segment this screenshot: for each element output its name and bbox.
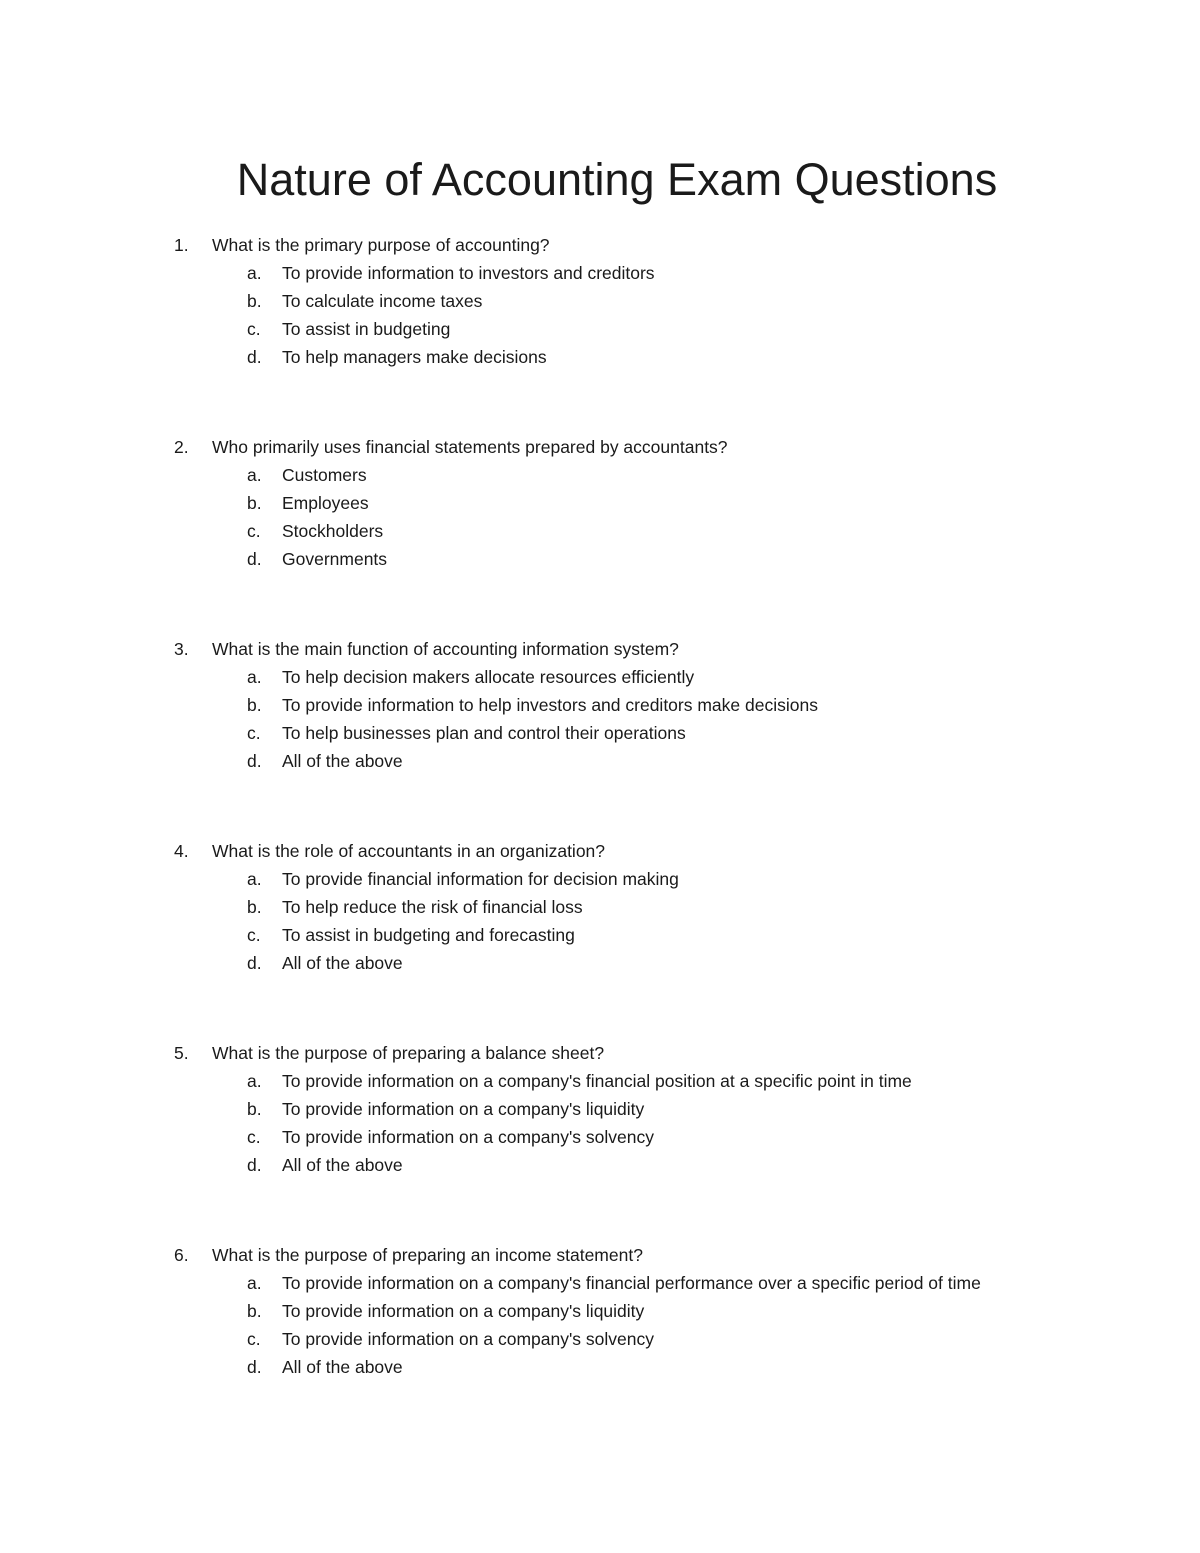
question-1 — [0, 231, 1200, 433]
option-letter: c. — [247, 1329, 261, 1349]
option-d — [247, 747, 1047, 775]
option-c — [247, 1123, 1047, 1151]
question-text-line — [174, 837, 605, 865]
question-number: 6. — [174, 1245, 189, 1265]
option-d — [247, 545, 1047, 573]
question-text: Who primarily uses financial statements prepared by accountants? — [212, 437, 728, 457]
option-c — [247, 1325, 1047, 1353]
option-letter: c. — [247, 723, 261, 743]
question-text: What is the primary purpose of accounting? — [212, 235, 550, 255]
option-text: To provide information on a company's financial position at a specific point in time — [282, 1071, 912, 1091]
question-text: What is the main function of accounting information system? — [212, 639, 679, 659]
option-c — [247, 315, 1047, 343]
question-number: 3. — [174, 639, 189, 659]
option-d — [247, 343, 1047, 371]
option-d — [247, 1151, 1047, 1179]
option-list — [247, 259, 1047, 371]
question-list — [0, 231, 1200, 1443]
question-text-line — [174, 1241, 643, 1269]
option-letter: d. — [247, 1357, 262, 1377]
option-letter: c. — [247, 521, 261, 541]
question-number: 5. — [174, 1043, 189, 1063]
option-letter: c. — [247, 319, 261, 339]
option-c — [247, 719, 1047, 747]
option-b — [247, 489, 1047, 517]
option-list — [247, 1067, 1047, 1179]
option-letter: b. — [247, 493, 262, 513]
option-a — [247, 259, 1047, 287]
question-number: 2. — [174, 437, 189, 457]
option-letter: a. — [247, 869, 262, 889]
option-text: All of the above — [282, 1357, 403, 1377]
option-list — [247, 1269, 1047, 1381]
option-text: To help managers make decisions — [282, 347, 547, 367]
option-text: To help decision makers allocate resources efficiently — [282, 667, 695, 687]
option-a — [247, 865, 1047, 893]
option-letter: a. — [247, 1273, 262, 1293]
option-text: To provide information on a company's liquidity — [282, 1099, 645, 1119]
option-letter: b. — [247, 897, 262, 917]
option-d — [247, 949, 1047, 977]
question-2 — [0, 433, 1200, 635]
option-letter: b. — [247, 1301, 262, 1321]
option-text: To assist in budgeting — [282, 319, 451, 339]
option-b — [247, 1095, 1047, 1123]
option-text: To provide information on a company's financial performance over a specific period of time — [282, 1273, 981, 1293]
option-text: Employees — [282, 493, 369, 513]
option-text: To provide information to help investors and creditors make decisions — [282, 695, 818, 715]
option-letter: d. — [247, 751, 262, 771]
question-number: 1. — [174, 235, 189, 255]
option-letter: b. — [247, 695, 262, 715]
option-text: All of the above — [282, 751, 403, 771]
option-text: To provide information on a company's solvency — [282, 1329, 655, 1349]
option-b — [247, 893, 1047, 921]
question-text: What is the purpose of preparing an income statement? — [212, 1245, 643, 1265]
option-text: All of the above — [282, 1155, 403, 1175]
option-letter: a. — [247, 1071, 262, 1091]
option-b — [247, 691, 1047, 719]
option-letter: d. — [247, 1155, 262, 1175]
option-letter: a. — [247, 465, 262, 485]
question-number: 4. — [174, 841, 189, 861]
option-b — [247, 287, 1047, 315]
page-title: Nature of Accounting Exam Questions — [236, 154, 998, 205]
option-text: To assist in budgeting and forecasting — [282, 925, 575, 945]
option-a — [247, 663, 1047, 691]
question-text: What is the role of accountants in an organization? — [212, 841, 606, 861]
option-letter: b. — [247, 1099, 262, 1119]
question-3 — [0, 635, 1200, 837]
option-text: Stockholders — [282, 521, 384, 541]
option-list — [247, 663, 1047, 775]
option-text: To provide information to investors and creditors — [282, 263, 655, 283]
option-text: To calculate income taxes — [282, 291, 483, 311]
question-text-line — [174, 231, 550, 259]
option-text: To help businesses plan and control their operations — [282, 723, 686, 743]
option-c — [247, 517, 1047, 545]
option-text: Customers — [282, 465, 367, 485]
question-6 — [0, 1241, 1200, 1443]
option-list — [247, 461, 1047, 573]
option-d — [247, 1353, 1047, 1381]
option-b — [247, 1297, 1047, 1325]
option-text: To provide information on a company's solvency — [282, 1127, 655, 1147]
question-text: What is the purpose of preparing a balance sheet? — [212, 1043, 605, 1063]
option-letter: d. — [247, 347, 262, 367]
option-a — [247, 1269, 1047, 1297]
option-a — [247, 1067, 1047, 1095]
option-text: To provide financial information for decision making — [282, 869, 679, 889]
option-c — [247, 921, 1047, 949]
option-letter: d. — [247, 549, 262, 569]
option-a — [247, 461, 1047, 489]
question-5 — [0, 1039, 1200, 1241]
question-text-line — [174, 1039, 604, 1067]
question-text-line — [174, 433, 728, 461]
option-letter: a. — [247, 667, 262, 687]
question-4 — [0, 837, 1200, 1039]
option-list — [247, 865, 1047, 977]
option-text: Governments — [282, 549, 388, 569]
option-letter: d. — [247, 953, 262, 973]
option-letter: c. — [247, 925, 261, 945]
option-text: To provide information on a company's liquidity — [282, 1301, 645, 1321]
option-text: To help reduce the risk of financial loss — [282, 897, 583, 917]
option-letter: a. — [247, 263, 262, 283]
option-letter: c. — [247, 1127, 261, 1147]
option-text: All of the above — [282, 953, 403, 973]
option-letter: b. — [247, 291, 262, 311]
question-text-line — [174, 635, 679, 663]
